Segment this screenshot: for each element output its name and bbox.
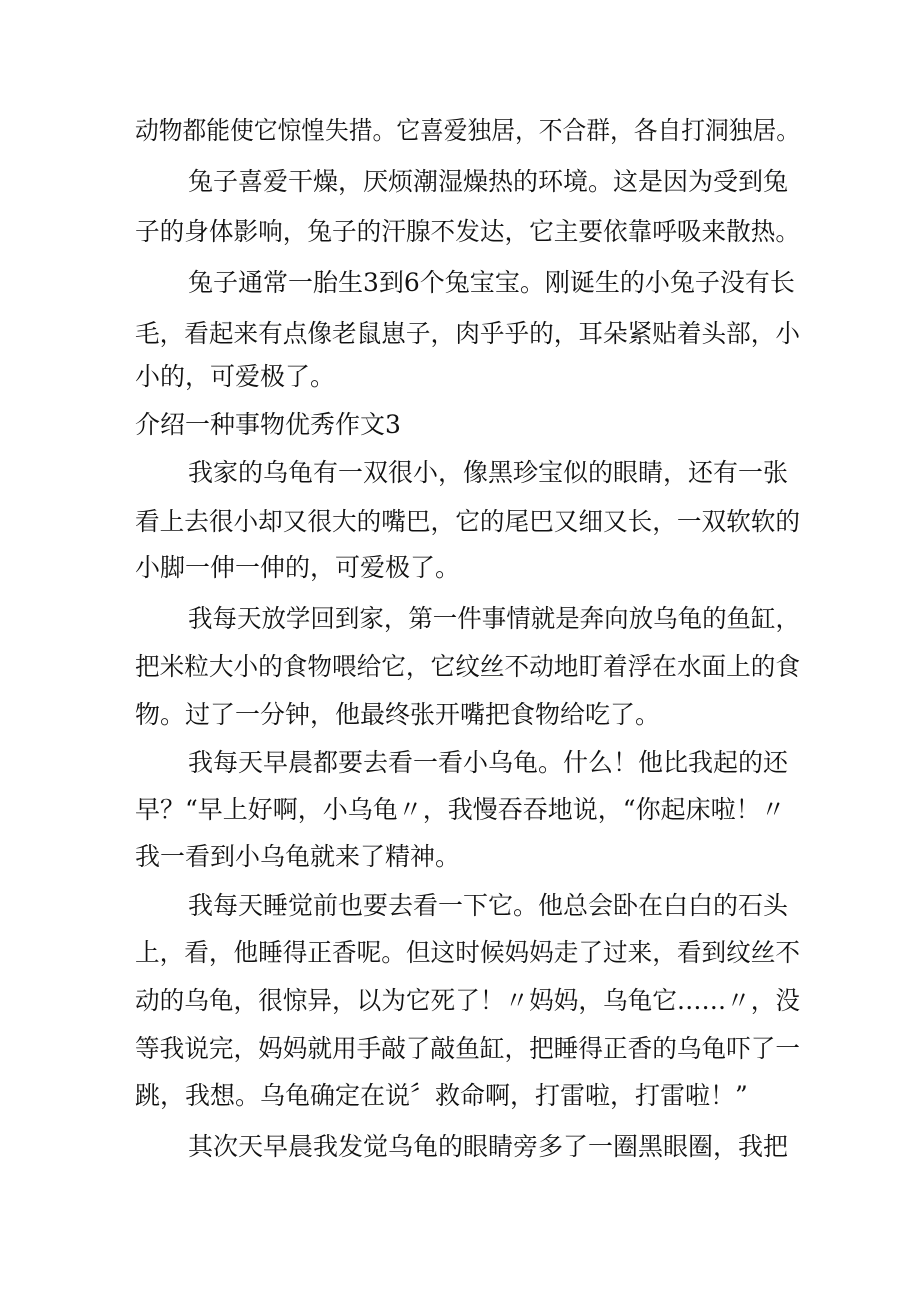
- text-line: 小脚一伸一伸的，可爱极了。: [135, 553, 461, 582]
- text-line: 小的，可爱极了。: [135, 362, 336, 391]
- text-line: 我每天放学回到家，第一件事情就是奔向放乌龟的鱼缸，: [188, 604, 801, 633]
- text-line: 兔子通常一胎生3到6个兔宝宝。刚诞生的小兔子没有长: [188, 268, 795, 297]
- text-line: 看上去很小却又很大的嘴巴，它的尾巴又细又长，一双软软的: [135, 507, 801, 536]
- text-line: 动物都能使它惊惶失措。它喜爱独居，不合群，各自打洞独居。: [135, 116, 801, 145]
- section-heading: 介绍一种事物优秀作文3: [135, 410, 401, 439]
- text-line: 我每天早晨都要去看一看小乌龟。什么！他比我起的还: [188, 748, 789, 777]
- text-line: 动的乌龟，很惊异，以为它死了！〃妈妈，乌龟它……〃，没: [135, 986, 801, 1015]
- text-line: 子的身体影响，兔子的汗腺不发达，它主要依靠呼吸来散热。: [135, 217, 801, 246]
- text-line: 早？“早上好啊，小乌龟〃，我慢吞吞地说，“你起床啦！〃: [135, 795, 786, 824]
- text-line: 我一看到小乌龟就来了精神。: [135, 842, 461, 871]
- text-line: 把米粒大小的食物喂给它，它纹丝不动地盯着浮在水面上的食: [135, 652, 801, 681]
- text-line: 等我说完，妈妈就用手敲了敲鱼缸，把睡得正香的乌龟吓了一: [135, 1034, 801, 1063]
- text-line: 我家的乌龟有一双很小，像黑珍宝似的眼睛，还有一张: [188, 458, 789, 487]
- text-line: 兔子喜爱干燥，厌烦潮湿燥热的环境。这是因为受到兔: [188, 167, 789, 196]
- text-line: 物。过了一分钟，他最终张开嘴把食物给吃了。: [135, 700, 661, 729]
- text-line: 跳，我想。乌龟确定在说〞救命啊，打雷啦，打雷啦！”: [135, 1081, 748, 1110]
- text-line: 毛，看起来有点像老鼠崽子，肉乎乎的，耳朵紧贴着头部，小: [135, 319, 801, 348]
- text-line: 其次天早晨我发觉乌龟的眼睛旁多了一圈黑眼圈，我把: [188, 1132, 789, 1161]
- text-line: 我每天睡觉前也要去看一下它。他总会卧在白白的石头: [188, 891, 789, 920]
- text-line: 上，看，他睡得正香呢。但这时候妈妈走了过来，看到纹丝不: [135, 938, 801, 967]
